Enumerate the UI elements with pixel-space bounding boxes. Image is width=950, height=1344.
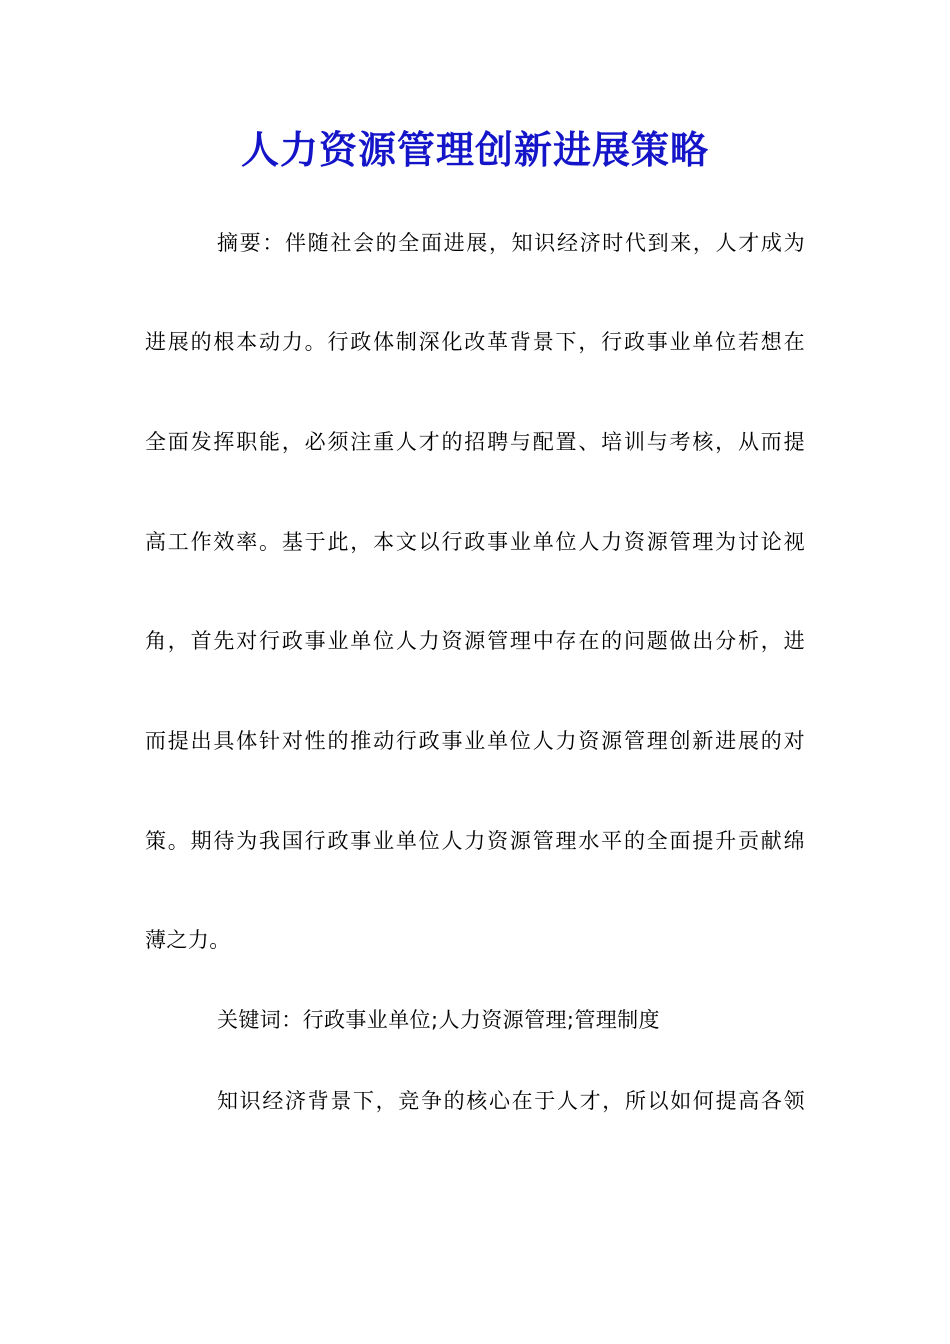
abstract-line: 进展的根本动力。行政体制深化改革背景下，行政事业单位若想在 (145, 330, 805, 354)
abstract-line: 全面发挥职能，必须注重人才的招聘与配置、培训与考核，从而提 (145, 430, 805, 454)
abstract-line: 而提出具体针对性的推动行政事业单位人力资源管理创新进展的对 (145, 729, 805, 753)
abstract-line: 高工作效率。基于此，本文以行政事业单位人力资源管理为讨论视 (145, 530, 805, 554)
document-title: 人力资源管理创新进展策略 (240, 127, 709, 172)
body-paragraph-line: 知识经济背景下，竞争的核心在于人才，所以如何提高各领 (217, 1089, 805, 1113)
keywords-line: 关键词：行政事业单位;人力资源管理;管理制度 (217, 1008, 660, 1032)
abstract-line: 摘要：伴随社会的全面进展，知识经济时代到来，人才成为 (217, 231, 805, 255)
abstract-line: 策。期待为我国行政事业单位人力资源管理水平的全面提升贡献绵 (145, 829, 805, 853)
abstract-line: 角，首先对行政事业单位人力资源管理中存在的问题做出分析，进 (145, 629, 805, 653)
abstract-line: 薄之力。 (145, 928, 231, 952)
